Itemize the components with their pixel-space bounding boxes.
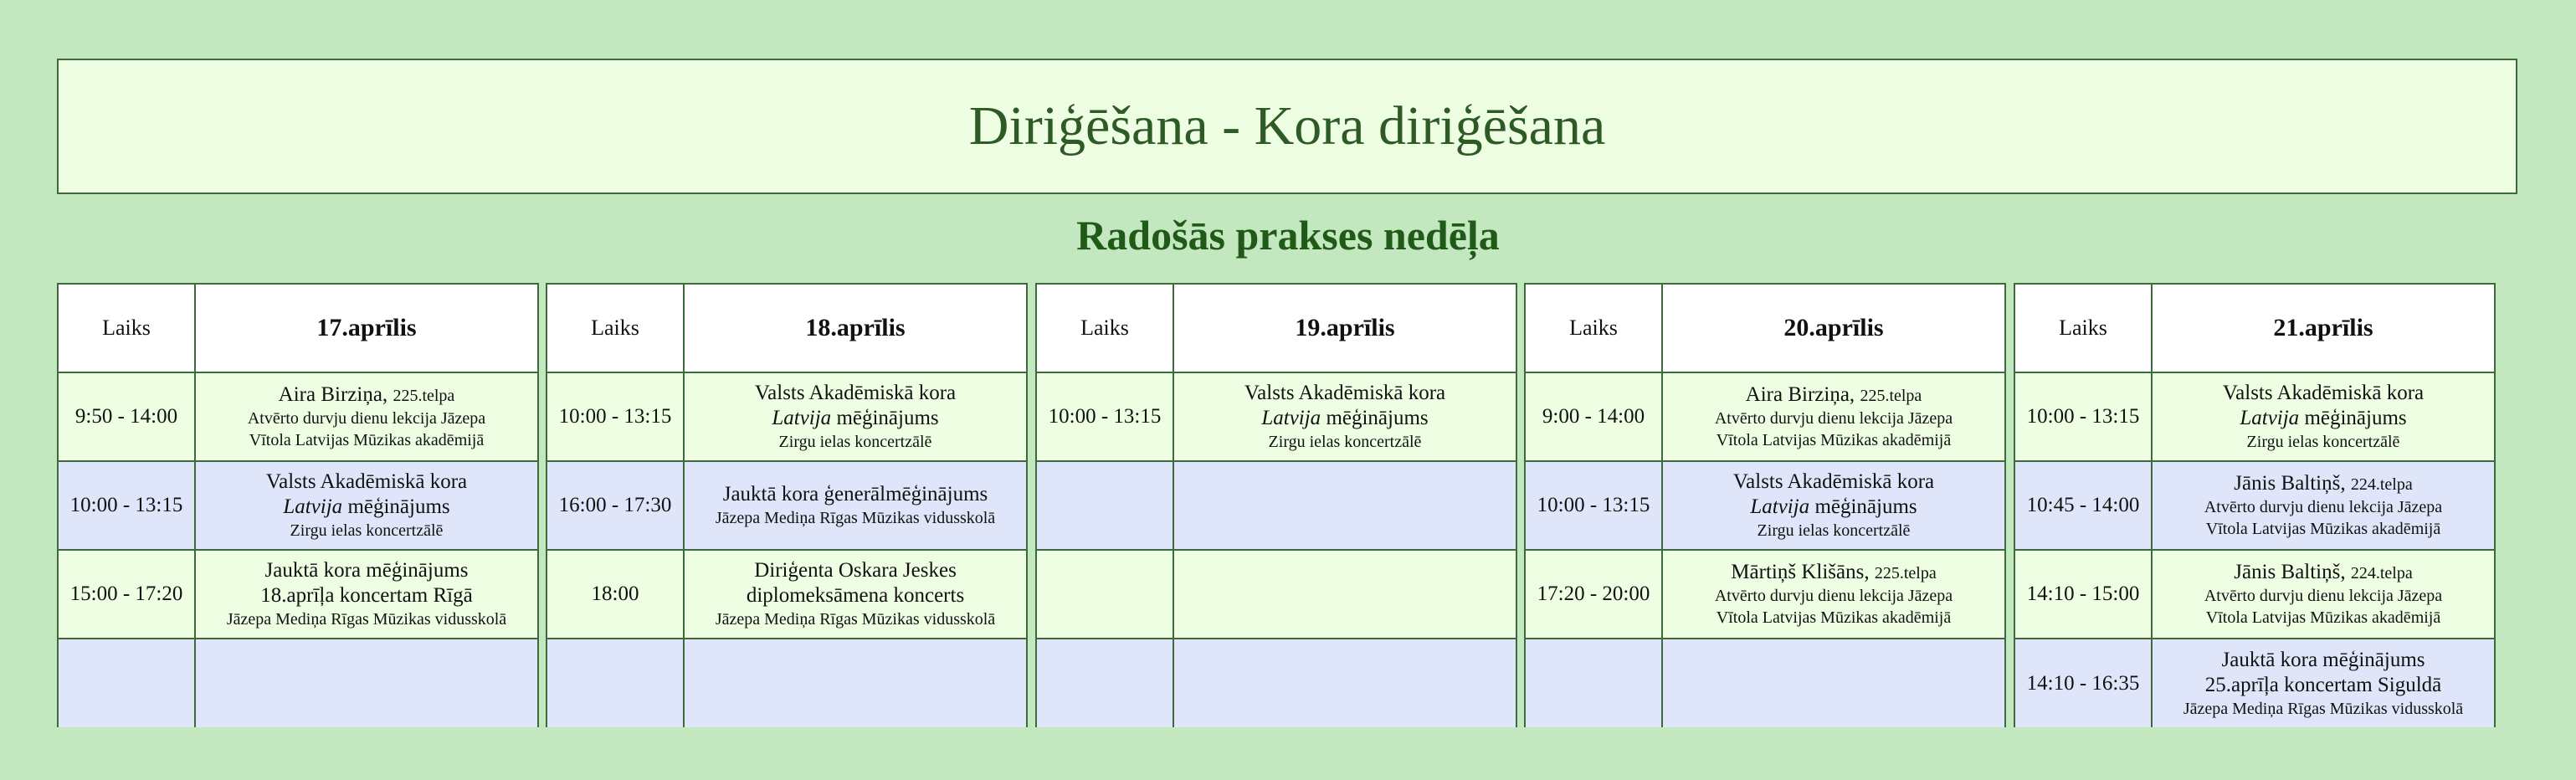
event-choir-name: Latvija: [2240, 407, 2300, 429]
event-title-text: Valsts Akadēmiskā kora: [754, 382, 957, 404]
event-cell: [685, 462, 1026, 551]
event-title-text: Mārtiņš Klišāns,: [1731, 561, 1875, 583]
event-location: Zirgu ielas koncertzālē: [1268, 433, 1422, 451]
event-location: Vītola Latvijas Mūzikas akadēmijā: [2205, 520, 2441, 538]
event-title-text: Valsts Akadēmiskā kora: [2222, 382, 2425, 404]
event-title-line: [279, 382, 455, 408]
event-room: 224.telpa: [2350, 564, 2413, 582]
time-cell: [1037, 373, 1174, 462]
event-title-text: Aira Birziņa,: [1745, 383, 1860, 406]
time-header-cell: [547, 285, 685, 373]
event-title-line: [1746, 382, 1922, 408]
event-cell: [2153, 462, 2494, 551]
event-location: Vītola Latvijas Mūzikas akadēmijā: [2205, 608, 2441, 627]
time-header: Laiks: [1569, 316, 1618, 340]
event-title-line: [772, 406, 938, 431]
event-title-line: [754, 558, 957, 583]
time-cell: [1037, 639, 1174, 727]
page-subtitle: Radošās prakses nedēļa: [1076, 212, 1500, 259]
event-cell: [685, 373, 1026, 462]
event-cell: [685, 551, 1026, 639]
event-room: 225.telpa: [393, 387, 455, 405]
event-location: Zirgu ielas koncertzālē: [2246, 433, 2400, 451]
event-title-text: Valsts Akadēmiskā kora: [265, 470, 468, 493]
event-title-text: Aira Birziņa,: [278, 383, 393, 406]
day-date: 18.aprīlis: [805, 314, 906, 341]
time-header: Laiks: [2059, 316, 2107, 340]
event-title-text: Jauktā kora mēģinājums: [2221, 648, 2425, 671]
time-cell: [1037, 551, 1174, 639]
date-header-cell: [1663, 285, 2004, 373]
event-location: Atvērto durvju dienu lekcija Jāzepa: [1714, 587, 1953, 605]
time-cell: [59, 551, 196, 639]
time-slot: 9:00 - 14:00: [1542, 405, 1645, 428]
event-title-line: [1261, 406, 1428, 431]
event-location: Zirgu ielas koncertzālē: [778, 433, 932, 451]
event-location: Jāzepa Mediņa Rīgas Mūzikas vidusskolā: [2183, 699, 2464, 718]
day-table: [1524, 283, 2006, 727]
event-location: Jāzepa Mediņa Rīgas Mūzikas vidusskolā: [715, 509, 996, 527]
time-header-cell: [2015, 285, 2153, 373]
time-slot: 15:00 - 17:20: [69, 582, 183, 605]
time-cell: [59, 462, 196, 551]
time-slot: 10:45 - 14:00: [2026, 494, 2140, 516]
event-cell: [1663, 639, 2004, 727]
event-title-text: mēģinājums: [2299, 407, 2407, 429]
time-cell: [59, 639, 196, 727]
event-room: 225.telpa: [1860, 387, 1922, 405]
event-cell: [2153, 639, 2494, 727]
event-cell: [196, 462, 537, 551]
event-location: Atvērto durvju dienu lekcija Jāzepa: [2204, 498, 2443, 516]
page-title: Diriģēšana - Kora diriģēšana: [968, 95, 1606, 157]
time-cell: [547, 462, 685, 551]
event-location: Atvērto durvju dienu lekcija Jāzepa: [2204, 587, 2443, 605]
event-cell: [2153, 373, 2494, 462]
event-title-line: [1244, 381, 1445, 406]
time-cell: [2015, 462, 2153, 551]
date-header-cell: [196, 285, 537, 373]
day-table: [546, 283, 1028, 727]
time-cell: [1526, 551, 1663, 639]
time-cell: [547, 373, 685, 462]
event-location: Vītola Latvijas Mūzikas akadēmijā: [1716, 608, 1952, 627]
event-title-line: [723, 482, 988, 507]
event-title-text: diplomeksāmena koncerts: [746, 584, 965, 607]
event-title-text: mēģinājums: [831, 407, 939, 429]
day-date: 17.aprīlis: [316, 314, 417, 341]
event-title-text: 25.aprīļa koncertam Siguldā: [2204, 673, 2442, 696]
time-cell: [59, 373, 196, 462]
event-title-text: Valsts Akadēmiskā kora: [1244, 382, 1446, 404]
time-slot: 10:00 - 13:15: [558, 405, 672, 428]
day-date: 19.aprīlis: [1295, 314, 1395, 341]
time-cell: [2015, 639, 2153, 727]
event-choir-name: Latvija: [283, 495, 343, 518]
event-title-line: [2234, 471, 2412, 496]
event-cell: [685, 639, 1026, 727]
event-room: 224.telpa: [2350, 475, 2413, 494]
event-cell: [1663, 551, 2004, 639]
event-title-text: 18.aprīļa koncertam Rīgā: [260, 584, 473, 607]
time-cell: [1526, 373, 1663, 462]
event-title-text: Diriģenta Oskara Jeskes: [754, 559, 957, 582]
time-slot: 10:00 - 13:15: [1048, 405, 1162, 428]
event-choir-name: Latvija: [1261, 407, 1321, 429]
event-title-line: [2222, 648, 2425, 673]
event-location: Zirgu ielas koncertzālē: [1757, 521, 1911, 540]
time-slot: 10:00 - 13:15: [69, 494, 183, 516]
event-location: Zirgu ielas koncertzālē: [290, 521, 444, 540]
time-header: Laiks: [1080, 316, 1129, 340]
event-location: Atvērto durvju dienu lekcija Jāzepa: [247, 409, 486, 428]
time-slot: 10:00 - 13:15: [2026, 405, 2140, 428]
event-title-text: mēģinājums: [1321, 407, 1429, 429]
event-location: Vītola Latvijas Mūzikas akadēmijā: [249, 431, 485, 449]
event-cell: [2153, 551, 2494, 639]
event-cell: [1663, 462, 2004, 551]
day-table: [1035, 283, 1517, 727]
event-title-line: [2240, 406, 2406, 431]
event-cell: [196, 639, 537, 727]
event-cell: [1174, 462, 1516, 551]
event-title-line: [1731, 560, 1936, 585]
event-title-text: mēģinājums: [342, 495, 450, 518]
time-cell: [2015, 551, 2153, 639]
event-title-line: [260, 583, 472, 608]
day-date: 21.aprīlis: [2273, 314, 2373, 341]
event-title-line: [283, 495, 449, 520]
date-header-cell: [685, 285, 1026, 373]
event-location: Vītola Latvijas Mūzikas akadēmijā: [1716, 431, 1952, 449]
event-cell: [1663, 373, 2004, 462]
event-title-text: Jauktā kora ģenerālmēģinājums: [722, 483, 988, 505]
time-header: Laiks: [591, 316, 639, 340]
time-cell: [547, 551, 685, 639]
event-cell: [1174, 639, 1516, 727]
time-cell: [1526, 639, 1663, 727]
event-choir-name: Latvija: [1750, 495, 1810, 518]
event-title-text: Jānis Baltiņš,: [2234, 561, 2351, 583]
event-room: 225.telpa: [1874, 564, 1937, 582]
event-title-line: [1733, 470, 1934, 495]
event-cell: [1174, 551, 1516, 639]
time-header-cell: [1526, 285, 1663, 373]
event-title-line: [2223, 381, 2424, 406]
time-header-cell: [59, 285, 196, 373]
time-cell: [547, 639, 685, 727]
time-cell: [1037, 462, 1174, 551]
day-table: [57, 283, 539, 727]
event-location: Atvērto durvju dienu lekcija Jāzepa: [1714, 409, 1953, 428]
event-choir-name: Latvija: [772, 407, 832, 429]
event-cell: [196, 551, 537, 639]
event-title-text: Valsts Akadēmiskā kora: [1732, 470, 1935, 493]
day-date: 20.aprīlis: [1783, 314, 1884, 341]
event-location: Jāzepa Mediņa Rīgas Mūzikas vidusskolā: [715, 610, 996, 629]
event-title-line: [265, 558, 469, 583]
time-slot: 18:00: [591, 582, 639, 605]
day-table: [2014, 283, 2496, 727]
event-title-text: mēģinājums: [1809, 495, 1917, 518]
time-slot: 10:00 - 13:15: [1537, 494, 1650, 516]
date-header-cell: [2153, 285, 2494, 373]
event-title-line: [2234, 560, 2412, 585]
time-cell: [1526, 462, 1663, 551]
time-header: Laiks: [102, 316, 151, 340]
time-slot: 14:10 - 16:35: [2026, 671, 2140, 695]
time-slot: 17:20 - 20:00: [1537, 582, 1650, 605]
event-title-line: [266, 470, 467, 495]
event-title-text: Jānis Baltiņš,: [2234, 472, 2351, 495]
event-cell: [1174, 373, 1516, 462]
event-title-line: [2205, 673, 2442, 698]
time-header-cell: [1037, 285, 1174, 373]
title-banner: [57, 59, 2517, 194]
event-title-line: [1750, 495, 1917, 520]
time-cell: [2015, 373, 2153, 462]
event-title-line: [755, 381, 956, 406]
date-header-cell: [1174, 285, 1516, 373]
event-cell: [196, 373, 537, 462]
event-title-text: Jauktā kora mēģinājums: [264, 559, 469, 582]
time-slot: 14:10 - 15:00: [2026, 582, 2140, 605]
time-slot: 9:50 - 14:00: [74, 405, 178, 428]
event-location: Jāzepa Mediņa Rīgas Mūzikas vidusskolā: [226, 610, 507, 629]
time-slot: 16:00 - 17:30: [558, 494, 672, 516]
event-title-line: [747, 583, 964, 608]
